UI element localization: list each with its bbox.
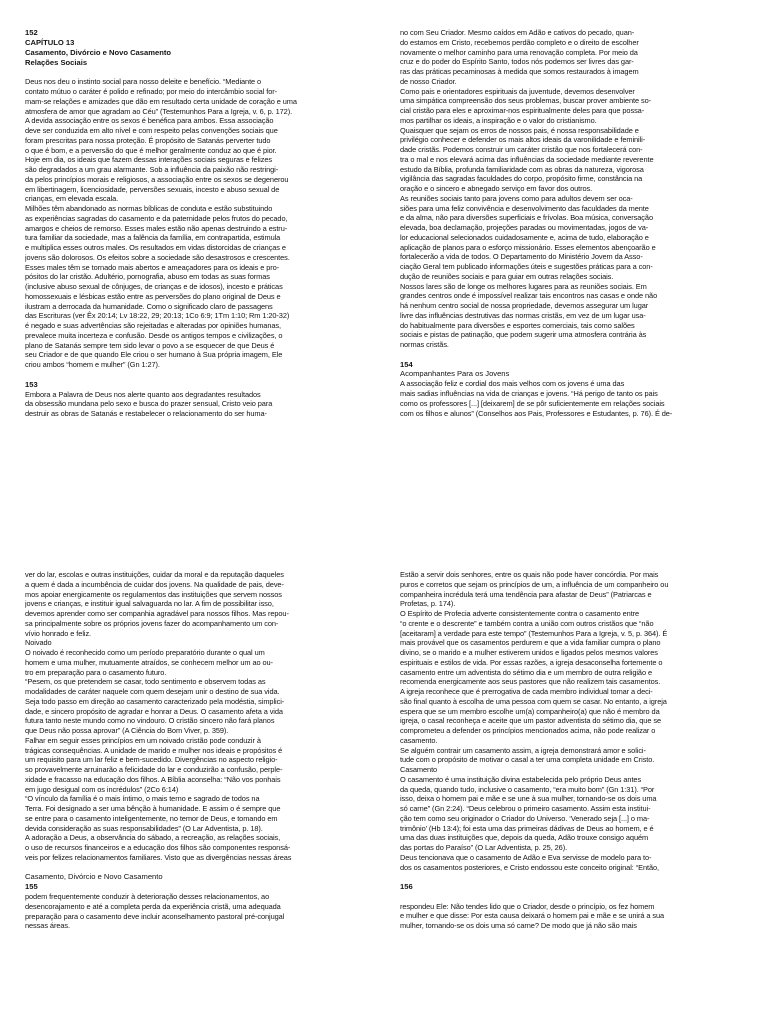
text-line: tude com o propósito de motivar o casal a ter uma completa unidade em Cristo. [400, 755, 655, 765]
text-line: destruir as obras de Satanás e restabelecer o relacionamento do ser huma- [25, 409, 267, 419]
page-number: 155 [25, 882, 38, 892]
text-line: do estamos em Cristo, recebemos perdão completo e o direito de escolher [400, 37, 639, 47]
text-line: Hoje em dia, os ideais que fazem dessas interações sociais seguras e felizes [25, 155, 272, 165]
text-line: o que é bom, e a perversão do que é melhor geralmente conduz ao que é pior. [25, 145, 277, 155]
text-line: Deus tencionava que o casamento de Adão e Eva servisse de modelo para to- [400, 852, 652, 862]
text-line: Milhões têm abandonado as normas bíblicas de conduta e estão substituindo [25, 204, 273, 214]
text-line: em jugo desigual com os incrédulos” (2Co 6:14) [25, 784, 179, 794]
page-152-region [25, 28, 373, 516]
text-line: Nossos lares são de longe os melhores lugares para as reuniões sociais. Em [400, 281, 647, 291]
text-line: uma simpática compreensão dos seus problemas, buscar prover ambiente so- [400, 96, 651, 106]
text-line: mam-se relações e amizades que dão em resultado certa unidade de coração e uma [25, 96, 297, 106]
text-line: sociais e pistas de patinação, que podem sugerir uma atmosfera contrária às [400, 330, 647, 340]
text-line: As reuniões sociais tanto para jovens como para adultos devem ser oca- [400, 193, 633, 203]
text-line: podem frequentemente conduzir à deterioração desses relacionamentos, ao [25, 892, 270, 902]
text-line: Deus nos deu o instinto social para nosso deleite e benefício. “Mediante o [25, 77, 262, 87]
text-line: foram prescritas para nossa proteção. É propósito de Satanás perverter tudo [25, 135, 271, 145]
text-line: ção tem como seu originador o Criador do Universo. ‘Venerado seja [...] o ma- [400, 813, 650, 823]
text-line: recomenda energicamente aos seus pastores que não realizem tais casamentos. [400, 677, 661, 687]
text-line: como os professores [...] [deixarem] de se pôr suficientemente em relações sociais [400, 398, 665, 408]
text-line: veis por felizes relacionamentos familiares. Visto que as divergências nessas áreas [25, 852, 292, 862]
page-155-continued-region [400, 570, 748, 1024]
text-line: há nenhum centro social de nossa propriedade, devemos assegurar um lugar [400, 301, 649, 310]
text-line: só carne” (Gn 2:24). “Deus celebrou o primeiro casamento. Assim esta institui- [400, 804, 651, 813]
page-number: 152 [25, 28, 38, 37]
page-number: 156 [400, 882, 413, 891]
body-text [400, 902, 748, 931]
text-line: um requisito para um lar feliz e bem-sucedido. Divergências no aspecto religio- [25, 755, 278, 765]
section-heading: Relações Sociais [25, 57, 88, 67]
text-line: preparação para o casamento deve incluir aconselhamento pastoral pré-conjugal [25, 911, 285, 921]
text-line: so provavelmente arruinarão a felicidade do lar e conduzirão a confusão, perple- [25, 765, 283, 774]
text-line: tra o mal e nos elevará acima das influências da sociedade mediante reverente [400, 154, 654, 164]
text-line: Se alguém contrair um casamento assim, a igreja demonstrará amor e solici- [400, 745, 646, 755]
text-line: comprometeu a defender os princípios mencionados acima, não pode realizar o [400, 726, 656, 735]
text-line: devemos aprender como ser companhia agradável para nossos filhos. Mas repou- [25, 609, 289, 618]
text-line: casamento. [400, 735, 438, 745]
text-line: se entre para o casamento inteligentemente, no temor de Deus, e tomando em [25, 813, 278, 823]
text-line: seu Criador e de que quando Ele criou o ser humano à Sua própria imagem, Ele [25, 350, 283, 360]
text-line: isso, deixa o homem pai e mãe e se une à sua mulher, tornando-se os dois uma [400, 794, 657, 804]
text-line: normas cristãs. [400, 340, 449, 349]
text-line: da pelos princípios morais e religiosos, a associação entre os sexos se degenerou [25, 174, 289, 184]
text-line: a quem é dada a incumbência de cuidar dos jovens. Na qualidade de pais, deve- [25, 579, 284, 589]
text-line: livre das influências destrutivas das normas cristãs, em vez de um lugar usa- [400, 310, 646, 320]
text-line: [aceitaram] a verdade para este tempo” (Testemunhos Para a Igreja, v. 5, p. 364). É [400, 628, 668, 638]
body-text [25, 77, 373, 370]
text-line: no com Seu Criador. Mesmo caídos em Adão e cativos do pecado, quan- [400, 28, 635, 37]
text-line: jovens são dolorosos. Os efeitos sobre a sociedade são desastrosos e crescentes. [25, 252, 290, 262]
text-line: da obsessão mundana pelo sexo e busca do prazer sensual, Cristo veio para [25, 399, 273, 409]
text-line: dução de reuniões sociais e para guiar em outras relações sociais. [400, 271, 614, 281]
text-line: são degradados a um grau alarmante. Sob a influência da paixão não restringi- [25, 165, 279, 175]
text-line: uma das duas instituições que, depois da queda, Adão trouxe consigo aquém [400, 833, 649, 843]
text-line: Profetas, p. 174). [400, 599, 456, 609]
text-line: Terra. Foi designado a ser uma bênção à humanidade. E assim o é sempre que [25, 804, 281, 813]
text-line: trágicas consequências. A unidade de marido e mulher nos ideais e propósitos é [25, 745, 283, 755]
chapter-header [25, 28, 373, 68]
text-line: elevada, boa declamação, projeções paradas ou movimentadas, jogos de va- [400, 223, 649, 232]
text-line: nessas áreas. [25, 921, 70, 931]
text-line: desencorajamento e até a completa perda da experiência cristã, uma adequada [25, 901, 281, 911]
text-line: da queda, quando tudo, inclusive o casamento, “era muito bom” (Gn 1:31). “Por [400, 784, 655, 794]
text-line: deve ser conduzida em alto nível e com respeito pelas convenções sociais que [25, 126, 278, 136]
text-line: crianças, em elevada escala. [25, 194, 119, 204]
text-line: Noivado [25, 638, 52, 648]
text-line: atmosfera de amor que agradam ao Céu” (Testemunhos Para a Igreja, v. 6, p. 172). [25, 106, 293, 116]
body-text [25, 892, 373, 931]
text-line: vívio honrado e feliz. [25, 628, 92, 638]
text-line: em libertinagem, licenciosidade, perversões sexuais, incesto e abuso sexual de [25, 184, 280, 194]
text-line: de nosso Criador. [400, 76, 457, 86]
text-line: criou ambos “homem e mulher” (Gn 1:27). [25, 360, 160, 370]
text-line: mos apoiar energicamente os regulamentos das instituições que servem nossos [25, 589, 282, 599]
text-line: trimônio’ (Hb 13:4); foi esta uma das primeiras dádivas de Deus ao homem, e é [400, 823, 654, 833]
text-line: companheira incrédula terá uma tendência para afastar de Deus” (Patriarcas e [400, 589, 652, 599]
page-number: 153 [25, 379, 38, 389]
text-line: privilégio conhecer e defender os mais altos ideais da varonilidade e feminili- [400, 135, 646, 145]
text-line: do habitualmente para diversões e esportes comerciais, tais como salões [400, 320, 635, 330]
text-line: dade, e sincero propósito de agradar e honrar a Deus. O casamento afeta a vida [25, 706, 283, 716]
text-line: vigilância das sagradas faculdades do corpo, propósito firme, constância na [400, 174, 643, 184]
text-line: é negado e suas advertências são rejeitadas e alteradas por opiniões humanas, [25, 321, 281, 331]
text-line: ver do lar, escolas e outras instituições, cuidar da moral e da reputação daqueles [25, 570, 284, 579]
text-line: plano de Satanás sempre tem sido levar o povo a se esquecer de que Deus é [25, 340, 275, 350]
text-line: são final quanto à escolha de uma pessoa com quem se casar. No entanto, a igreja [400, 696, 667, 706]
text-line: novamente o melhor caminho para uma renovação completa. Por meio da [400, 47, 638, 57]
text-line: e da alma, não para diversões superficiais e frívolas. Boa música, conversação [400, 213, 653, 223]
text-line: A associação feliz e cordial dos mais velhos com os jovens é uma das [400, 379, 625, 389]
text-line: Embora a Palavra de Deus nos alerte quanto aos degradantes resultados [25, 389, 261, 399]
text-line: dade cristãs. Podemos construir um caráter cristão que nos fortalecerá con- [400, 145, 643, 154]
text-line: cial cristão para eles e aproximar-nos espiritualmente deles para que possa- [400, 106, 645, 115]
text-line: devida consideração as suas responsabilidades” (O Lar Adventista, p. 18). [25, 823, 263, 833]
text-line: mais sadias influências na vida de crianças e jovens. “Há perigo de tanto os pais [400, 389, 658, 399]
text-line: lor educacional selecionados cuidadosamente e, acima de tudo, elaboração e [400, 232, 649, 242]
text-line: futura tanto neste mundo como no vindouro. O cristão sincero não fará planos [25, 716, 275, 726]
text-line: Falhar em seguir esses princípios em um noivado cristão pode conduzir à [25, 735, 261, 745]
chapter-title: CAPÍTULO 13 [25, 37, 75, 47]
text-line: ilustram a derrocada da humanidade. Como o significado claro de passagens [25, 301, 273, 311]
running-header: Casamento, Divórcio e Novo Casamento [25, 872, 163, 882]
text-line: mulher, tornando-se os dois uma só carne? De modo que já não são mais [400, 921, 637, 931]
page-154-continued-region [25, 570, 373, 1024]
text-line: Casamento [400, 765, 438, 774]
text-line: contato mútuo o caráter é polido e refinado; por meio do intercâmbio social for- [25, 87, 278, 97]
text-line: mos partilhar os ideais, a inspiração e o valor do cristianismo. [400, 115, 597, 125]
text-line: Como pais e orientadores espirituais da juventude, devemos desenvolver [400, 86, 635, 96]
text-line: e multiplica esses outros males. Os resultados em vidas distorcidas de crianças e [25, 243, 286, 253]
text-line: fortalecerão a vida de todos. O Departamento do Ministério Jovem da Asso- [400, 252, 643, 262]
page-153-continued-region [400, 28, 748, 516]
text-line: das portas do Paraíso” (O Lar Adventista, p. 25, 26). [400, 843, 568, 852]
text-line: amargos e cheios de remorso. Esses males estão não apenas destruindo a estru- [25, 223, 288, 233]
text-line: casamento entre um adventista do sétimo dia e um membro de outra religião e [400, 667, 652, 677]
text-line: O noivado é reconhecido como um período preparatório durante o qual um [25, 648, 265, 657]
text-line: cruz e do poder do Espírito Santo, todos nós podemos ser livres das gar- [400, 57, 634, 67]
text-line: com os filhos e alunos” (Conselhos aos Pais, Professores e Estudantes, p. 76). É de- [400, 408, 673, 418]
text-line: “Pesem, os que pretendem se casar, todo sentimento e observem todas as [25, 677, 266, 687]
body-text [400, 28, 748, 350]
text-line: “O vínculo da família é o mais íntimo, o mais terno e sagrado de todos na [25, 794, 260, 804]
text-line: jovens e crianças, e instituir igual salvaguarda no lar. A fim de possibilitar isso, [25, 599, 274, 609]
text-line: pósitos do lar cristão. Adultério, pornografia, abuso em todas as suas formas [25, 272, 270, 282]
body-text [25, 570, 373, 863]
text-line: sa principalmente sobre os próprios jovens fazer do acompanhamento um con- [25, 618, 279, 628]
text-line: Quaisquer que sejam os erros de nossos pais, é nossa responsabilidade e [400, 125, 639, 135]
text-line: espirituais e estilos de vida. Por essas razões, a igreja desaconselha fortemente o [400, 657, 663, 667]
body-text [25, 390, 373, 419]
text-line: igreja, o casal reconheça e aceite que um pastor adventista do sétimo dia, que se [400, 716, 661, 726]
text-line: o uso de recursos financeiros e a educação dos filhos são componentes responsá- [25, 843, 291, 852]
text-line: respondeu Ele: Não tendes lido que o Criador, desde o princípio, os fez homem [400, 901, 655, 911]
text-line: A igreja reconhece que é prerrogativa de cada membro individual tomar a deci- [400, 687, 653, 696]
text-line: divino, se o marido e a mulher estiverem unidos e ligados pelos mesmos valores [400, 648, 658, 657]
body-text [400, 379, 748, 418]
text-line: O casamento é uma instituição divina estabelecida pelo próprio Deus antes [400, 774, 642, 784]
text-line: A adoração a Deus, a observância do sábado, a recreação, as relações sociais, [25, 833, 281, 843]
text-line: espera que se um membro escolhe um(a) companheiro(a) que não é membro da [400, 706, 660, 716]
text-line: tro em preparação para o casamento futuro. [25, 667, 167, 677]
text-line: estudo da Bíblia, profunda familiaridade com as obras da natureza, vigorosa [400, 164, 644, 174]
text-line: Esses males têm se tornado mais abertos e ameaçadores para os ideais e pro- [25, 262, 280, 272]
text-line: mais provável que os casamentos perdurem e que a vida familiar cumpra o plano [400, 638, 661, 648]
text-line: grandes centros onde é impossível realizar tais encontros nas casas e onde não [400, 291, 658, 301]
text-line: das Escrituras (ver Êx 20:14; Lv 18:22, 29; 20:13; 1Co 6:9; 1Tm 1:10; Rm 1:20-32) [25, 311, 290, 321]
text-line: dos os casamentos posteriores, e Cristo endossou este conceito original: “Então, [400, 862, 659, 872]
text-line: e mulher e que disse: Por esta causa deixará o homem pai e mãe e se unirá a sua [400, 911, 665, 921]
chapter-subtitle: Casamento, Divórcio e Novo Casamento [25, 47, 172, 57]
text-line: A devida associação entre os sexos é benéfica para ambos. Essa associação [25, 116, 274, 126]
text-line: puros e corretos que sejam os princípios de um, a influência de um companheiro ou [400, 579, 669, 589]
page-number: 154 [400, 359, 413, 369]
text-line: que Deus não possa aprovar” (A Ciência do Bom Viver, p. 359). [25, 726, 229, 735]
body-text [400, 570, 748, 872]
text-line: ciação Geral tem publicado informações úteis e sugestões práticas para a con- [400, 262, 653, 271]
text-line: homossexuais e lésbicas estão entre as perversões do plano original de Deus e [25, 291, 281, 301]
text-line: “o crente e o descrente” e também contra a união com outros cristãos que “não [400, 618, 654, 628]
text-line: modalidades de caráter naquele com quem desejam unir o destino de sua vida. [25, 687, 280, 696]
text-line: oração e o sincero e abnegado serviço em favor dos outros. [400, 184, 593, 193]
text-line: Estão a servir dois senhores, entre os quais não pode haver concórdia. Por mais [400, 570, 659, 579]
text-line: homem e uma mulher, mutuamente atraídos, se conhecem melhor um ao ou- [25, 657, 273, 667]
text-line: prevalece muita incerteza e confusão. Desde os antigos tempos e civilizações, o [25, 330, 283, 340]
section-heading: Acompanhantes Para os Jovens [400, 369, 510, 379]
text-line: aplicação de planos para o esforço missionário. Esses elementos abençoarão e [400, 242, 656, 252]
text-line: ras das práticas pecaminosas à medida que somos restaurados à imagem [400, 67, 639, 76]
text-line: tura familiar da sociedade, mas a falência da família, em contrapartida, estimula [25, 233, 281, 243]
text-line: as experiências sagradas do casamento e da paternidade pelos frutos do pecado, [25, 213, 288, 223]
text-line: (inclusive abuso sexual de cônjuges, de crianças e de idosos), incesto e práticas [25, 282, 283, 292]
text-line: xidade e fracasso na educação dos filhos. A Bíblia aconselha: “Não vos ponhais [25, 774, 281, 784]
text-line: O Espírito de Profecia adverte consistentemente contra o casamento entre [400, 609, 640, 618]
text-line: siões para uma feliz convivência e desenvolvimento das faculdades da mente [400, 203, 649, 213]
text-line: Seja todo passo em direção ao casamento caracterizado pela modéstia, simplici- [25, 696, 285, 706]
